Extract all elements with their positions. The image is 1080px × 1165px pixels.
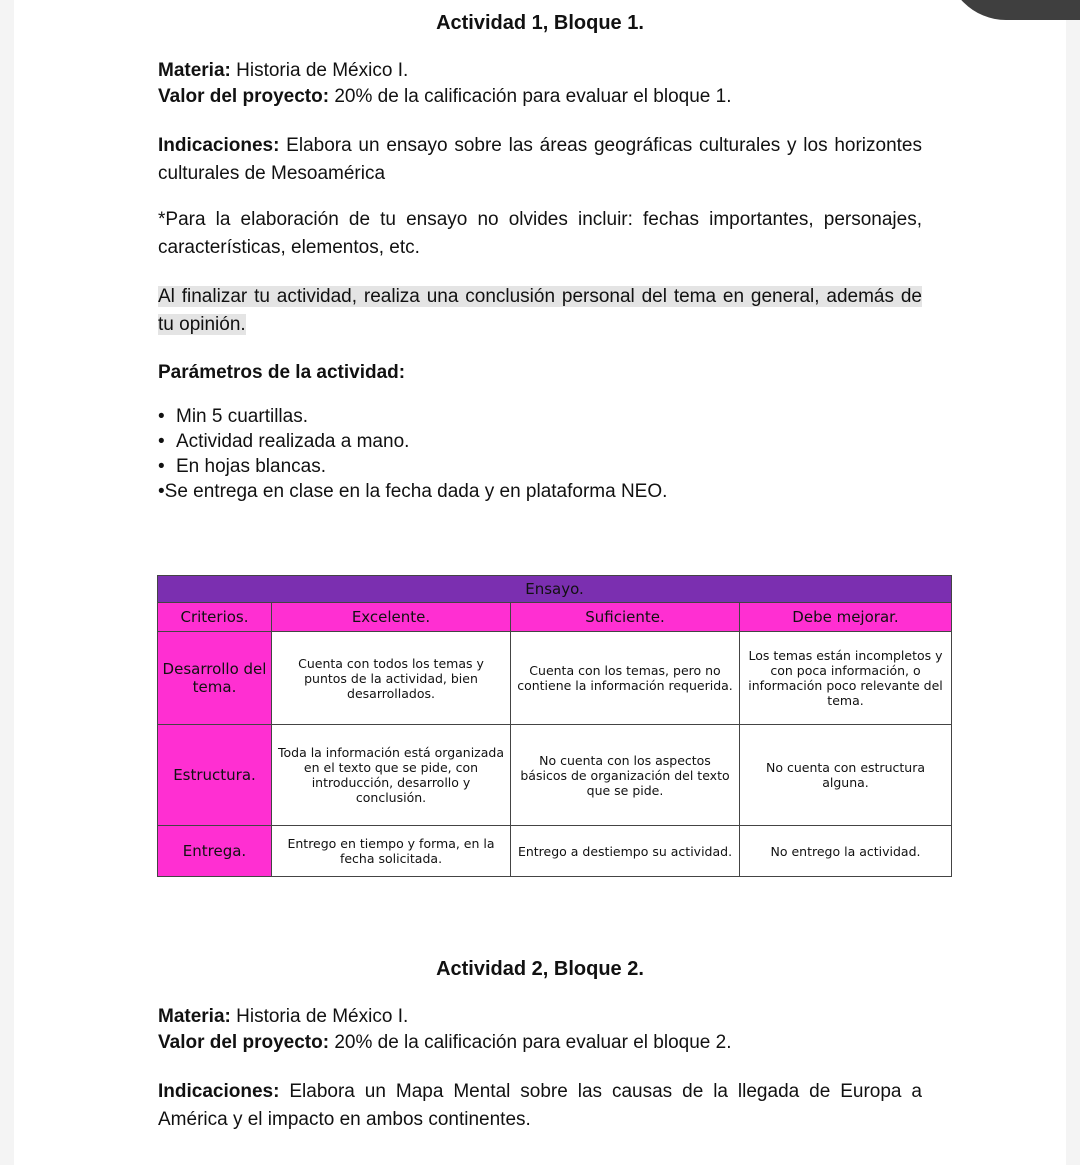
cell-excelente: Toda la información está organizada en el texto que se pide, con introducción, desarrollo y conclusión. xyxy=(272,725,511,826)
activity2-indicaciones xyxy=(158,1078,922,1134)
activity2-title: Actividad 2, Bloque 2. xyxy=(436,958,644,980)
indicaciones-value: Elabora un ensayo sobre las áreas geográficas culturales y los horizontes culturales de Mesoamérica xyxy=(158,135,922,184)
cell-suficiente: No cuenta con los aspectos básicos de organización del texto que se pide. xyxy=(511,725,740,826)
bullet-icon: • xyxy=(158,456,165,477)
parametros-list xyxy=(158,404,667,504)
materia-label: Materia: xyxy=(158,60,231,81)
criterion-entrega: Entrega. xyxy=(158,826,272,877)
rubric-table xyxy=(157,575,952,877)
activity2-materia xyxy=(158,1004,408,1030)
valor-label: Valor del proyecto: xyxy=(158,1032,330,1053)
list-item: • Actividad realizada a mano. xyxy=(158,431,410,452)
cell-mejorar: Los temas están incompletos y con poca información, o información poco relevante del tema. xyxy=(740,632,952,725)
criterion-desarrollo: Desarrollo del tema. xyxy=(158,632,272,725)
criterion-estructura: Estructura. xyxy=(158,725,272,826)
activity1-title: Actividad 1, Bloque 1. xyxy=(436,12,644,34)
cell-suficiente: Cuenta con los temas, pero no contiene la información requerida. xyxy=(511,632,740,725)
table-row xyxy=(158,826,952,877)
header-criterios: Criterios. xyxy=(158,603,272,632)
cell-suficiente: Entrego a destiempo su actividad. xyxy=(511,826,740,877)
bullet-icon: • xyxy=(158,406,165,427)
cell-excelente: Cuenta con todos los temas y puntos de la actividad, bien desarrollados. xyxy=(272,632,511,725)
rubric-title-row xyxy=(158,576,952,603)
activity1-conclusion xyxy=(158,283,922,339)
activity2-valor xyxy=(158,1030,731,1056)
header-suficiente: Suficiente. xyxy=(511,603,740,632)
activity1-indicaciones xyxy=(158,132,922,188)
indicaciones-value: Elabora un Mapa Mental sobre las causas de la llegada de Europa a América y el impacto en ambos continentes. xyxy=(158,1081,922,1130)
cell-mejorar: No cuenta con estructura alguna. xyxy=(740,725,952,826)
header-excelente: Excelente. xyxy=(272,603,511,632)
list-item: •Se entrega en clase en la fecha dada y en plataforma NEO. xyxy=(158,481,668,502)
indicaciones-label: Indicaciones: xyxy=(158,135,280,156)
table-row xyxy=(158,632,952,725)
rubric-title: Ensayo. xyxy=(158,576,952,603)
valor-value: 20% de la calificación para evaluar el bloque 2. xyxy=(329,1032,732,1053)
list-item: • En hojas blancas. xyxy=(158,456,326,477)
header-mejorar: Debe mejorar. xyxy=(740,603,952,632)
materia-value: Historia de México I. xyxy=(230,60,409,81)
parametros-title: Parámetros de la actividad: xyxy=(158,362,406,383)
conclusion-text: Al finalizar tu actividad, realiza una conclusión personal del tema en general, además de tu opinión. xyxy=(158,286,922,335)
cell-mejorar: No entrego la actividad. xyxy=(740,826,952,877)
bullet-icon: • xyxy=(158,431,165,452)
cell-excelente: Entrego en tiempo y forma, en la fecha solicitada. xyxy=(272,826,511,877)
materia-value: Historia de México I. xyxy=(230,1006,409,1027)
activity1-materia xyxy=(158,58,408,84)
list-item: • Min 5 cuartillas. xyxy=(158,406,308,427)
rubric-header-row xyxy=(158,603,952,632)
materia-label: Materia: xyxy=(158,1006,231,1027)
valor-label: Valor del proyecto: xyxy=(158,86,330,107)
valor-value: 20% de la calificación para evaluar el bloque 1. xyxy=(329,86,732,107)
indicaciones-label: Indicaciones: xyxy=(158,1081,280,1102)
activity1-valor xyxy=(158,84,731,110)
table-row xyxy=(158,725,952,826)
activity1-note: *Para la elaboración de tu ensayo no olvides incluir: fechas importantes, personajes, características, elementos, etc. xyxy=(158,209,922,258)
